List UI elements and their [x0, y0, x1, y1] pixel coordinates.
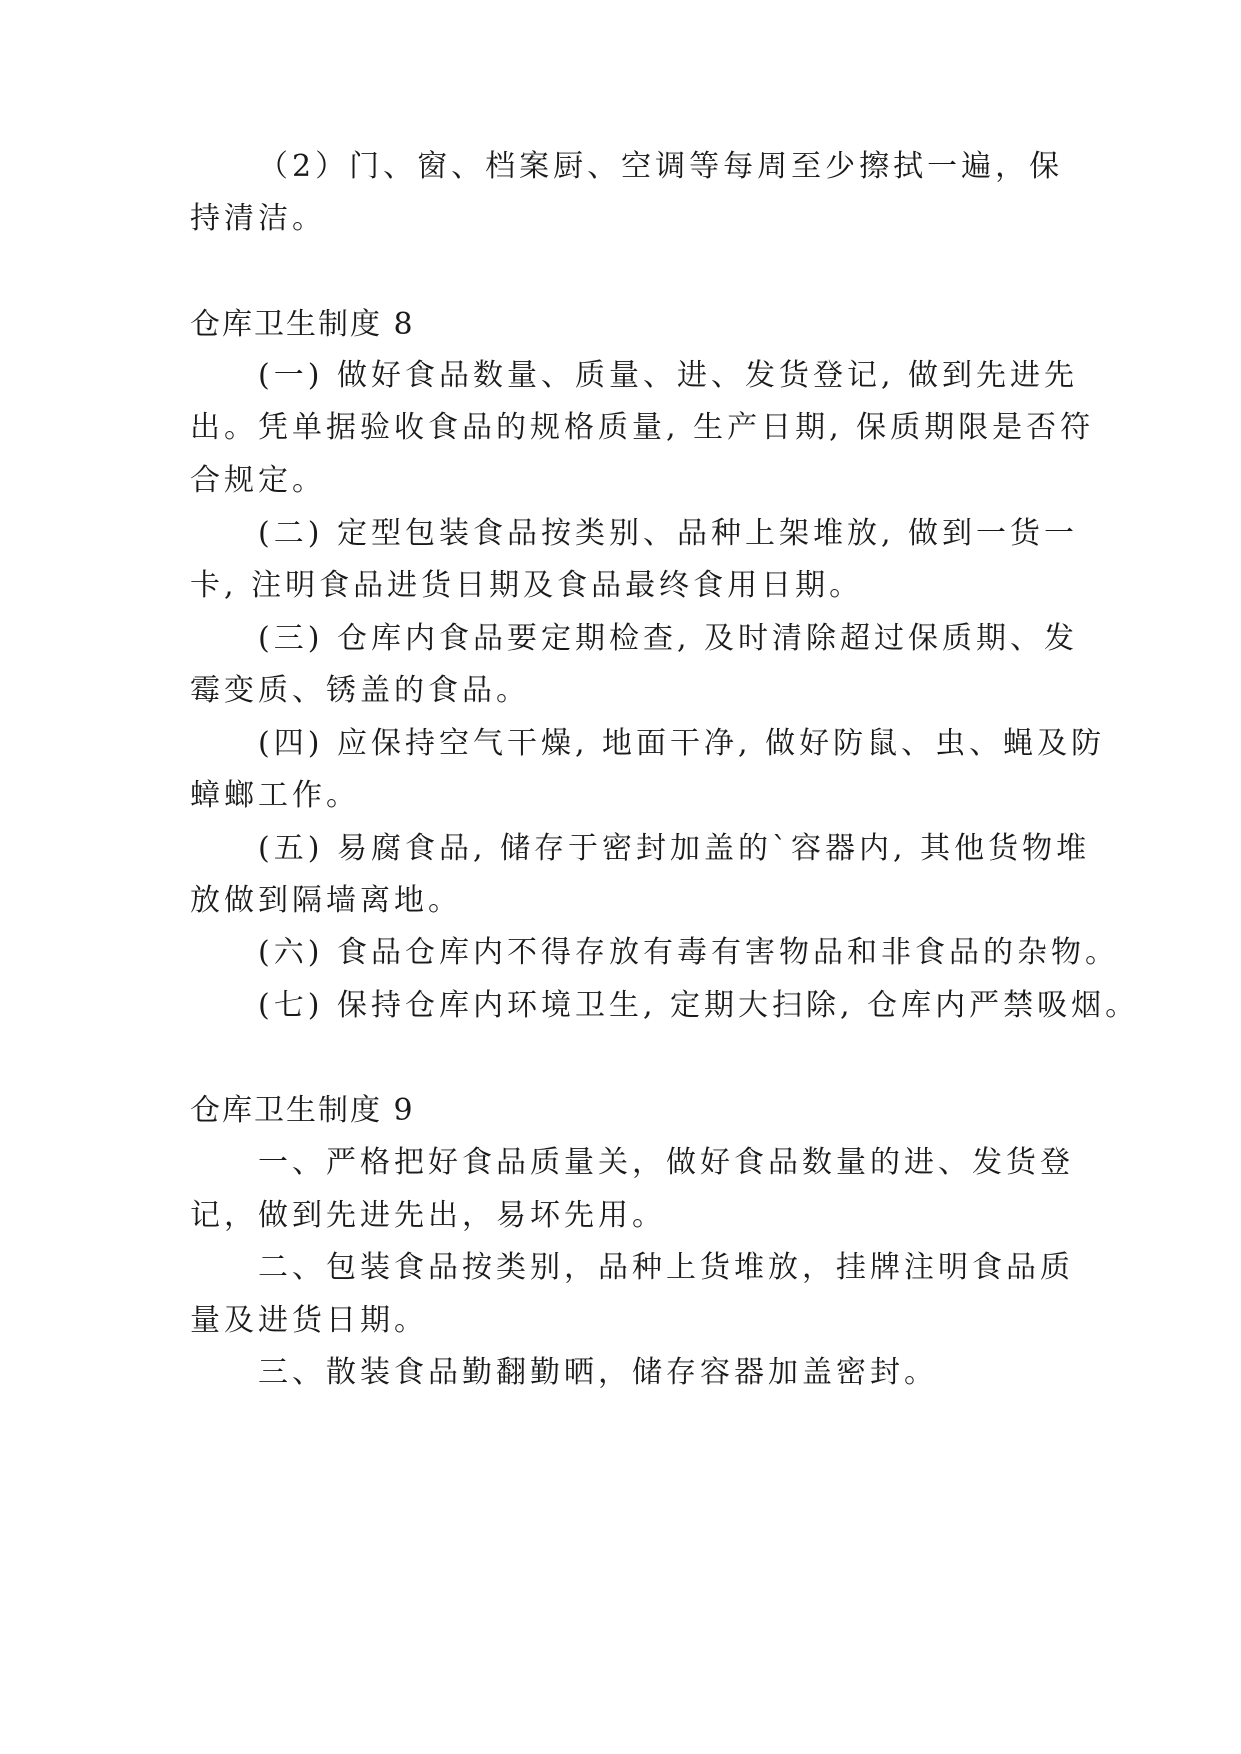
paragraph-line: (四) 应保持空气干燥, 地面干净, 做好防鼠、虫、蝇及防 — [258, 726, 1106, 761]
paragraph-line: (二) 定型包装食品按类别、品种上架堆放, 做到一货一 — [258, 516, 1079, 551]
paragraph-line: （2）门、窗、档案厨、空调等每周至少擦拭一遍，保 — [258, 149, 1064, 184]
paragraph-line: (一) 做好食品数量、质量、进、发货登记, 做到先进先 — [258, 358, 1079, 393]
paragraph-line: 卡, 注明食品进货日期及食品最终食用日期。 — [190, 568, 864, 603]
paragraph-line: 合规定。 — [190, 463, 326, 498]
paragraph-line: (六) 食品仓库内不得存放有毒有害物品和非食品的杂物。 — [258, 935, 1119, 970]
paragraph-line: 出。凭单据验收食品的规格质量, 生产日期, 保质期限是否符 — [190, 410, 1095, 445]
paragraph-line: 持清洁。 — [190, 201, 326, 236]
paragraph-line: 霉变质、锈盖的食品。 — [190, 673, 530, 708]
paragraph-line: (五) 易腐食品, 储存于密封加盖的`容器内, 其他货物堆 — [258, 831, 1091, 866]
paragraph-line: (三) 仓库内食品要定期检查, 及时清除超过保质期、发 — [258, 621, 1079, 656]
paragraph-line: 二、包装食品按类别，品种上货堆放，挂牌注明食品质 — [258, 1250, 1074, 1285]
paragraph-line: (七) 保持仓库内环境卫生, 定期大扫除, 仓库内严禁吸烟。 — [258, 988, 1140, 1023]
paragraph-line: 三、散装食品勤翻勤晒，储存容器加盖密封。 — [258, 1355, 938, 1390]
paragraph-line: 放做到隔墙离地。 — [190, 883, 462, 918]
paragraph-line: 蟑螂工作。 — [190, 778, 360, 813]
section-heading: 仓库卫生制度 9 — [190, 1093, 415, 1128]
paragraph-line: 量及进货日期。 — [190, 1303, 428, 1338]
paragraph-line: 一、严格把好食品质量关，做好食品数量的进、发货登 — [258, 1145, 1074, 1180]
paragraph-line: 记，做到先进先出，易坏先用。 — [190, 1198, 666, 1233]
section-heading: 仓库卫生制度 8 — [190, 307, 415, 342]
